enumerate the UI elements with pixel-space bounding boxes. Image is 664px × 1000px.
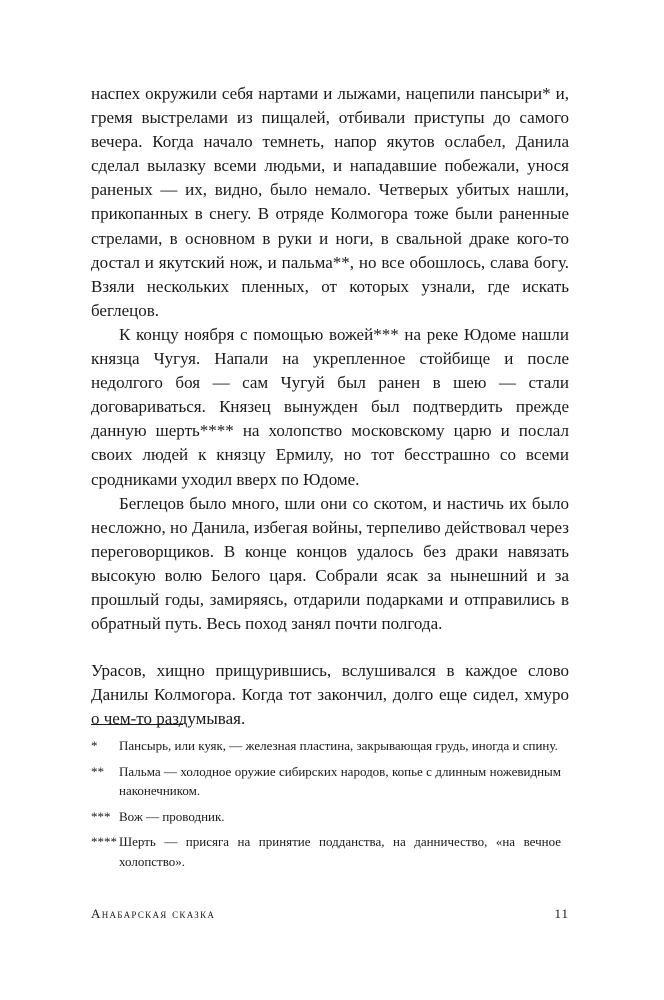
footnote-1 bbox=[91, 736, 561, 756]
footnote-4 bbox=[91, 832, 561, 871]
running-footer bbox=[91, 906, 569, 926]
paragraph-1: наспех окружили себя нартами и лыжами, нацепили пансыри* и, гремя выстрелами из пищалей, отбивали приступы до самого вечера. Когда начало темнеть, напор якутов ослабел, Данила сделал вылазку всеми людьми, и нападавшие побежали, унося раненых — их, видно, было немало. Четверых убитых нашли, прикопанных в снегу. В отряде Колмогора тоже были раненные стрелами, в основном в руки и ноги, в свальной драке кого-то достал и якутский нож, и пальма**, но все обошлось, слава богу. Взяли нескольких пленных, от которых узнали, где искать беглецов. bbox=[91, 84, 569, 320]
page-number: 11 bbox=[554, 906, 569, 921]
paragraph-4: Урасов, хищно прищурившись, вслушивался в каждое слово Данилы Колмогора. Когда тот закончил, долго еще сидел, хмуро о чем-то раздумывая. bbox=[91, 661, 569, 729]
main-text bbox=[91, 82, 569, 731]
footnote-separator bbox=[91, 724, 183, 725]
paragraph-2: К концу ноября с помощью вожей*** на реке Юдоме нашли князца Чугуя. Напали на укрепленное стойбище и после недолгого боя — сам Чугуй был ранен в шею — стали договариваться. Князец вынужден был подтвердить прежде данную шерть**** на холопство московскому царю и послал своих людей к князцу Ермилу, но тот бесстрашно со всеми сродниками уходил вверх по Юдоме. bbox=[91, 324, 569, 489]
footnote-text: Шерть — присяга на принятие подданства, на данничество, «на вечное холопство». bbox=[119, 834, 561, 869]
footnote-marker: *** bbox=[91, 808, 111, 824]
footnote-marker: **** bbox=[91, 834, 117, 849]
footnote-marker: * bbox=[91, 738, 98, 753]
footnote-text: Вож — проводник. bbox=[119, 808, 225, 824]
footnote-2 bbox=[91, 762, 561, 801]
footnotes bbox=[91, 736, 561, 877]
footnote-text: Пальма — холодное оружие сибирских народов, копье с длинным ножевидным наконечником. bbox=[119, 763, 561, 798]
footnote-3 bbox=[91, 807, 561, 827]
paragraph-3: Беглецов было много, шли они со скотом, и настичь их было несложно, но Данила, избегая войны, терпеливо действовал через переговорщиков. В конце концов удалось без драки навязать высокую волю Белого царя. Собрали ясак за нынешний и за прошлый годы, замиряясь, отдарили подарками и отправились в обратный путь. Весь поход занял почти полгода. bbox=[91, 493, 569, 634]
footnote-marker: ** bbox=[91, 763, 104, 779]
footnote-text: Пансырь, или куяк, — железная пластина, закрывающая грудь, иногда и спину. bbox=[119, 738, 558, 753]
running-title: Анабарская сказка bbox=[91, 906, 216, 921]
